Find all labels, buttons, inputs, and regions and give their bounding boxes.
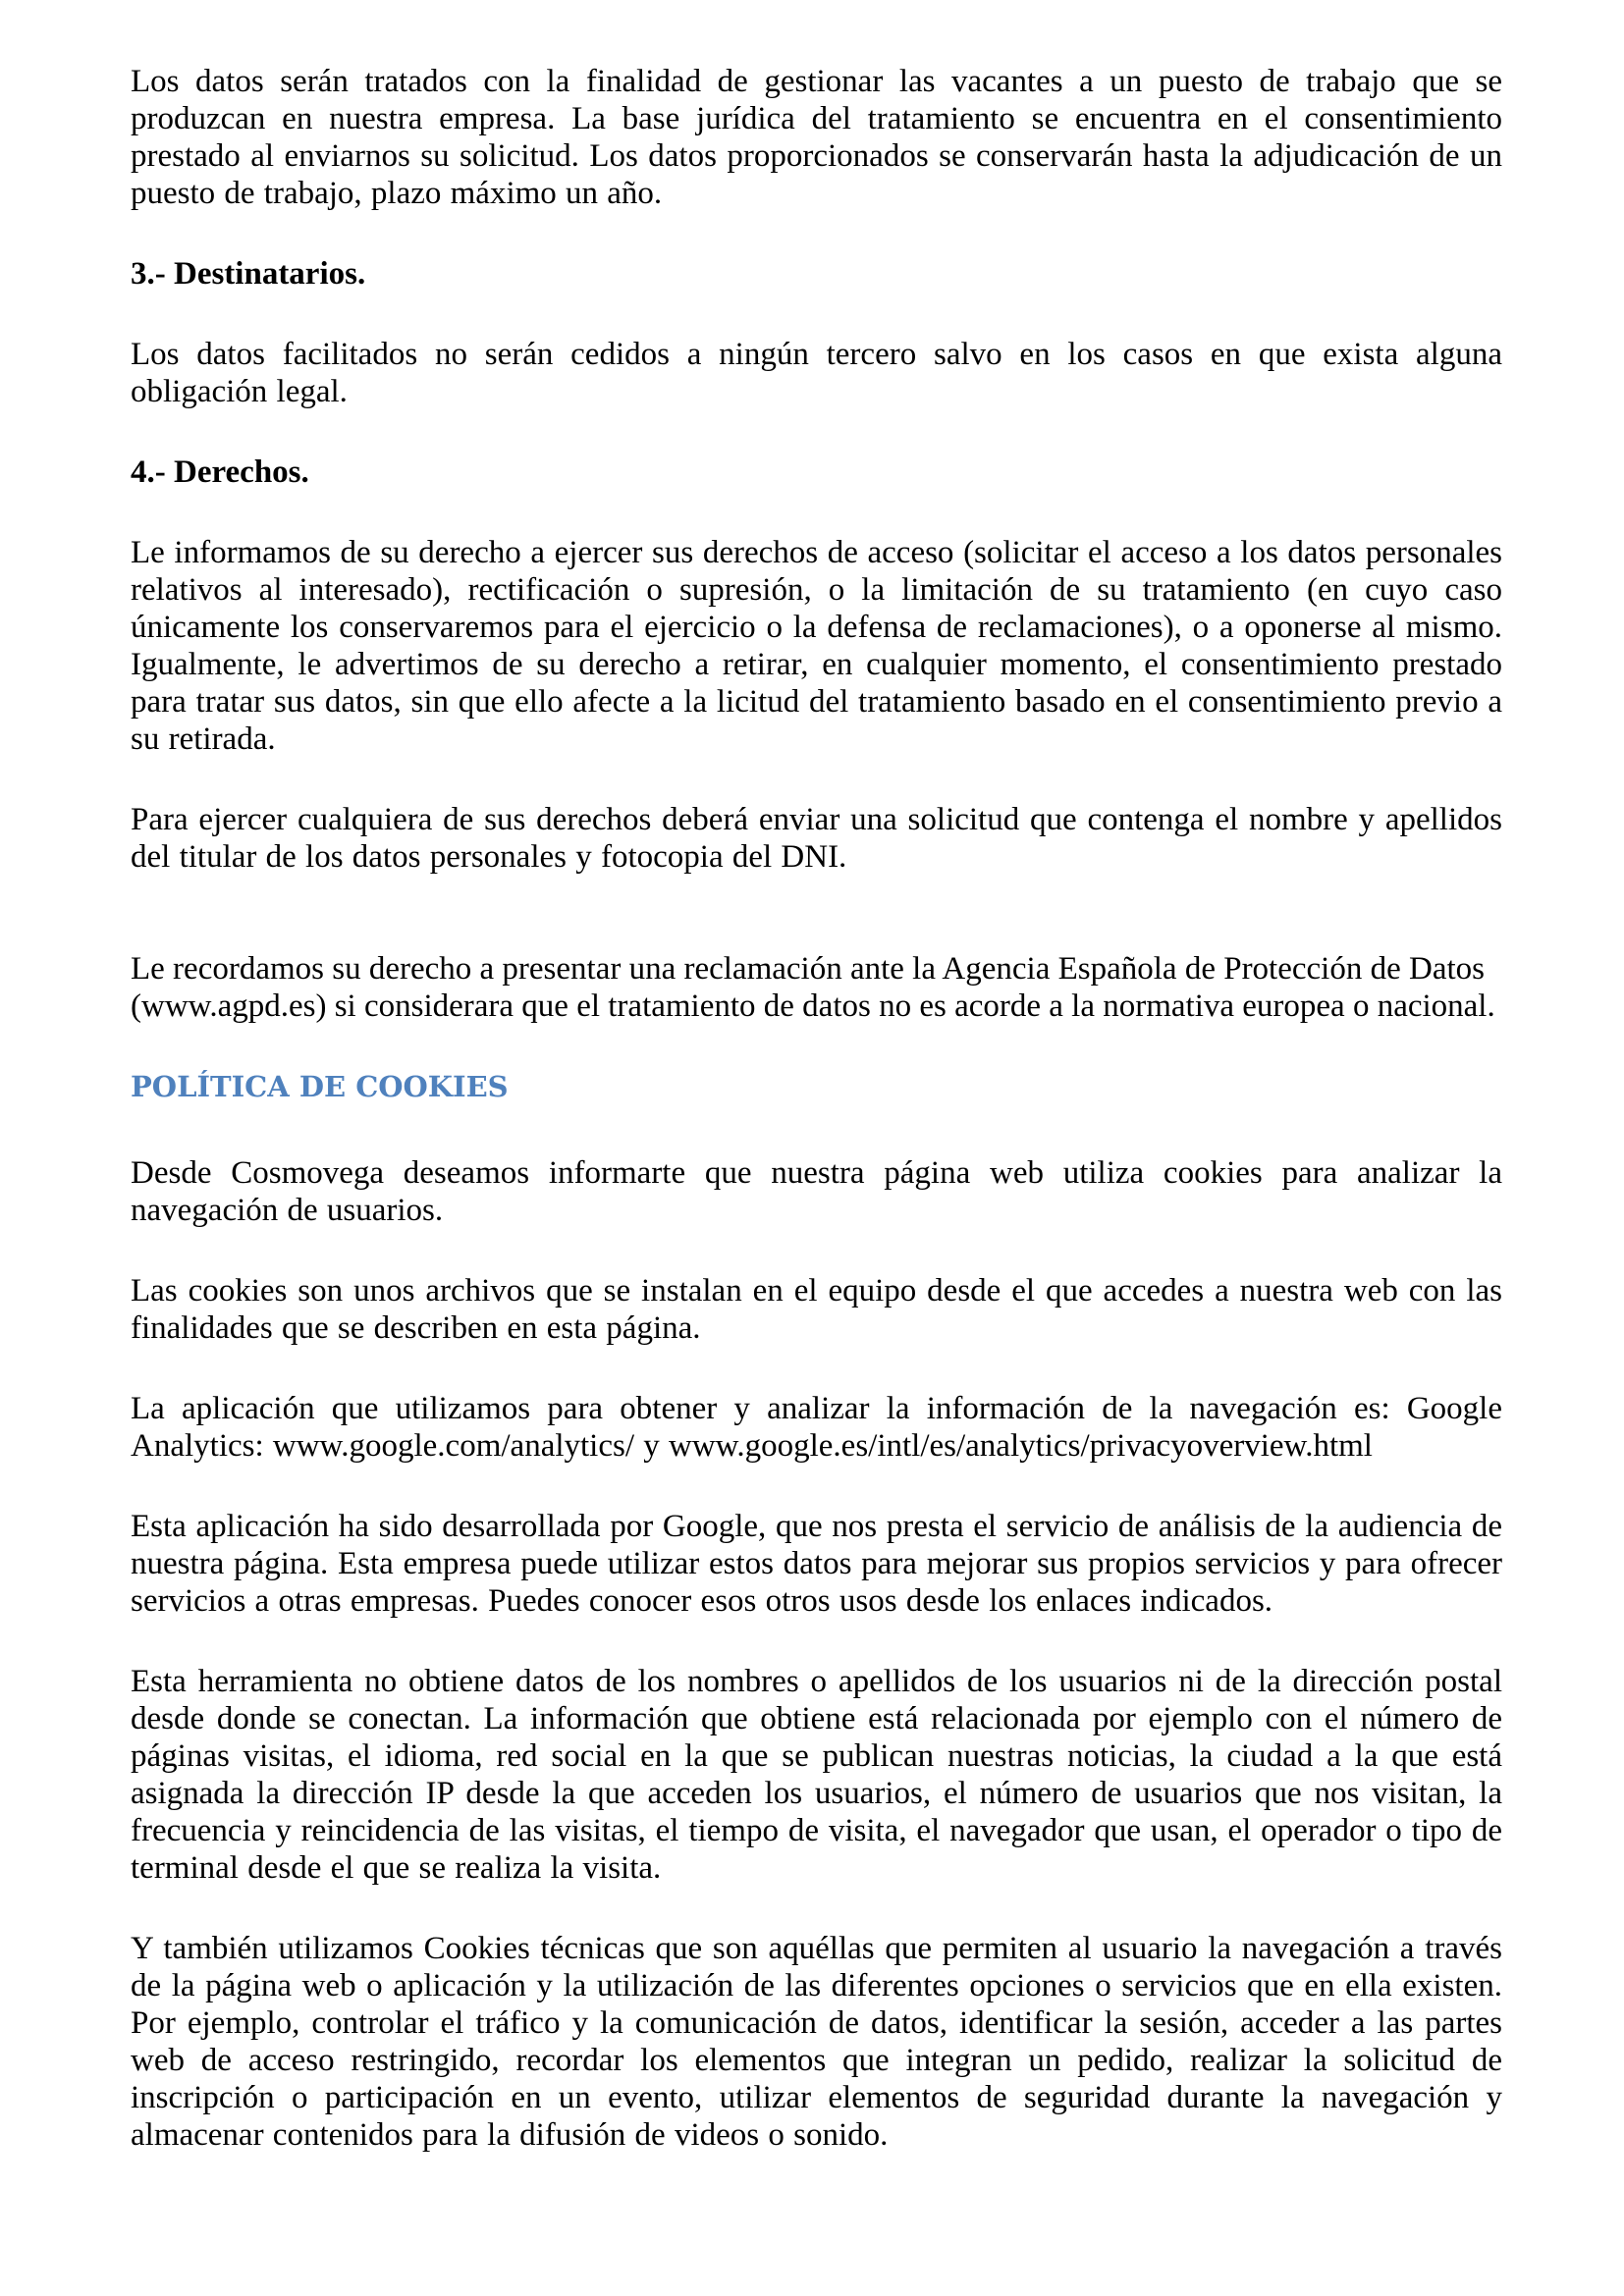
section-heading-politica-cookies: POLÍTICA DE COOKIES (131, 1070, 509, 1103)
section-heading-destinatarios: 3.- Destinatarios. (131, 256, 366, 292)
cookies-paragraph-4: Esta aplicación ha sido desarrollada por Google, que nos presta el servicio de análisis de la audiencia de nuestra página. Esta empresa puede utilizar estos datos para mejorar sus propios servicios y para ofrecer servicios a otras empresas. Puedes conocer esos otros usos desde los enlaces indicados. (131, 1509, 1502, 1619)
cookies-paragraph-3: La aplicación que utilizamos para obtener y analizar la información de la navegación es: Google Analytics: www.google.com/analytics/ y www.google.es/intl/es/analytics/privacyoverview.html (131, 1391, 1502, 1464)
cookies-paragraph-6: Y también utilizamos Cookies técnicas que son aquéllas que permiten al usuario la navegación a través de la página web o aplicación y la utilización de las diferentes opciones o servicios que en ella existen. Por ejemplo, controlar el tráfico y la comunicación de datos, identificar la sesión, acceder a las partes web de acceso restringido, recordar los elementos que integran un pedido, realizar la solicitud de inscripción o participación en un evento, utilizar elementos de seguridad durante la navegación y almacenar contenidos para la difusión de videos o sonido. (131, 1931, 1502, 2153)
derechos-paragraph-1: Le informamos de su derecho a ejercer sus derechos de acceso (solicitar el acceso a los datos personales relativos al interesado), rectificación o supresión, o la limitación de su tratamiento (en cuyo caso únicamente los conservaremos para el ejercicio o la defensa de reclamaciones), o a oponerse al mismo. Igualmente, le advertimos de su derecho a retirar, en cualquier momento, el consentimiento prestado para tratar sus datos, sin que ello afecte a la licitud del tratamiento basado en el consentimiento previo a su retirada. (131, 535, 1502, 757)
cookies-paragraph-1: Desde Cosmovega deseamos informarte que nuestra página web utiliza cookies para analizar la navegación de usuarios. (131, 1155, 1502, 1228)
derechos-paragraph-reclamacion: Le recordamos su derecho a presentar una reclamación ante la Agencia Española de Protección de Datos (www.agpd.es) si considerara que el tratamiento de datos no es acorde a la normativa europea o nacional. (131, 951, 1495, 1024)
intro-paragraph: Los datos serán tratados con la finalidad de gestionar las vacantes a un puesto de trabajo que se produzcan en nuestra empresa. La base jurídica del tratamiento se encuentra en el consentimiento prestado al enviarnos su solicitud. Los datos proporcionados se conservarán hasta la adjudicación de un puesto de trabajo, plazo máximo un año. (131, 64, 1502, 211)
section-heading-derechos: 4.- Derechos. (131, 454, 309, 490)
derechos-paragraph-2: Para ejercer cualquiera de sus derechos deberá enviar una solicitud que contenga el nombre y apellidos del titular de los datos personales y fotocopia del DNI. (131, 802, 1502, 875)
cookies-paragraph-2: Las cookies son unos archivos que se instalan en el equipo desde el que accedes a nuestra web con las finalidades que se describen en esta página. (131, 1273, 1502, 1346)
cookies-paragraph-5: Esta herramienta no obtiene datos de los nombres o apellidos de los usuarios ni de la dirección postal desde donde se conectan. La información que obtiene está relacionada por ejemplo con el número de páginas visitas, el idioma, red social en la que se publican nuestras noticias, la ciudad a la que está asignada la dirección IP desde la que acceden los usuarios, el número de usuarios que nos visitan, la frecuencia y reincidencia de las visitas, el tiempo de visita, el navegador que usan, el operador o tipo de terminal desde el que se realiza la visita. (131, 1664, 1502, 1886)
destinatarios-paragraph: Los datos facilitados no serán cedidos a ningún tercero salvo en los casos en que exista alguna obligación legal. (131, 337, 1502, 409)
